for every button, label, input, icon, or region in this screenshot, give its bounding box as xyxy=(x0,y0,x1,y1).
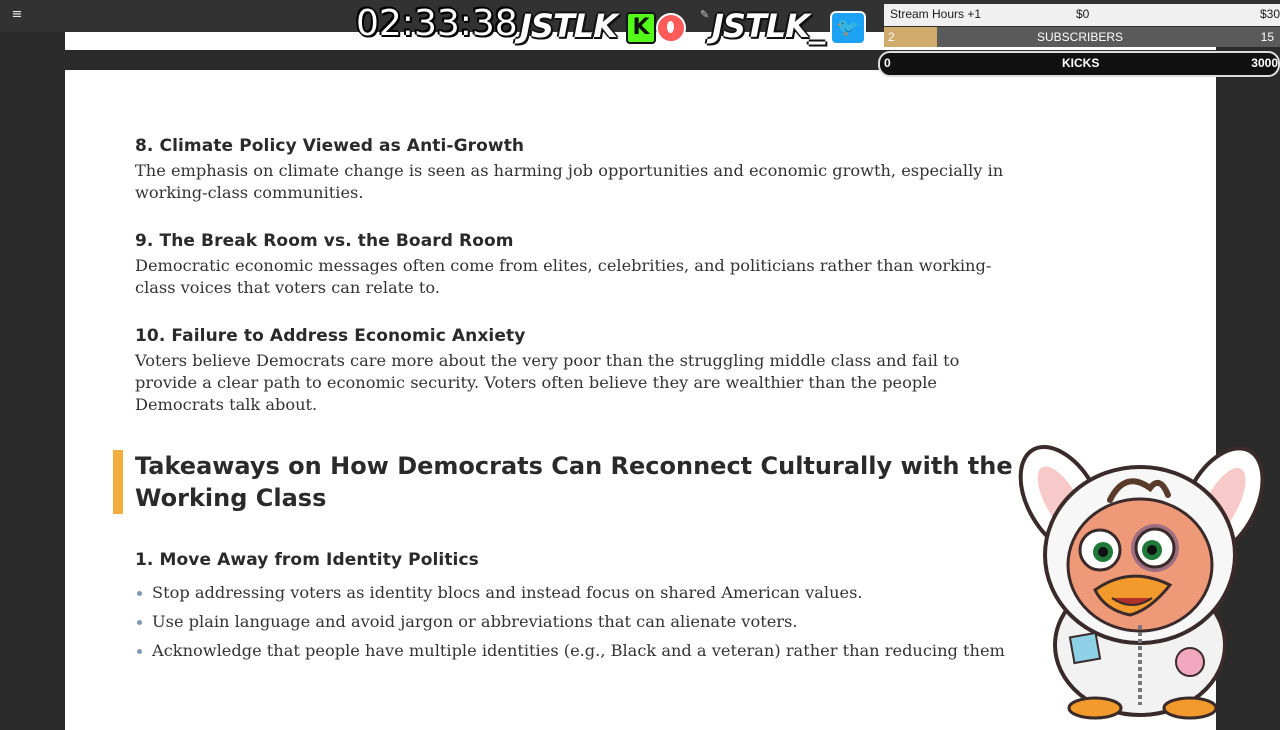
goal-label: Stream Hours +1 xyxy=(890,7,982,21)
goal-target: $30 xyxy=(1259,7,1280,21)
list-item-text: Use plain language and avoid jargon or abbreviations that can alienate voters. xyxy=(152,612,798,631)
subheading-identity-politics: 1. Move Away from Identity Politics xyxy=(135,550,479,570)
list-item xyxy=(135,640,1035,662)
section-heading: 8. Climate Policy Viewed as Anti-Growth xyxy=(135,136,525,156)
section-10 xyxy=(135,326,1015,416)
goal-current: 0 xyxy=(884,56,891,70)
takeaways-heading-block xyxy=(113,450,1113,514)
pencil-icon: ✎ xyxy=(700,8,710,21)
section-body: Voters believe Democrats care more about the very poor than the struggling middle class and fail to provide a clear path to economic security. Voters often believe they are wealthier than the people Democrats talk about. xyxy=(135,351,960,414)
kick-icon: K xyxy=(626,12,656,44)
record-icon xyxy=(656,13,686,43)
bullet-icon xyxy=(137,620,142,625)
bullet-icon xyxy=(137,649,142,654)
stream-hours-goal xyxy=(884,4,1280,26)
goal-target: 3000 xyxy=(1251,56,1278,70)
list-item xyxy=(135,611,1035,633)
takeaway-bullet-list xyxy=(135,582,1035,669)
goal-label: SUBSCRIBERS xyxy=(1037,30,1124,44)
list-item-text: Acknowledge that people have multiple identities (e.g., Black and a veteran) rather than reducing them xyxy=(152,641,1005,660)
brand-logo-kick: JSTLK xyxy=(520,7,617,45)
goal-label: KICKS xyxy=(1062,56,1100,70)
section-heading: 10. Failure to Address Economic Anxiety xyxy=(135,326,526,346)
heading-accent-bar xyxy=(113,450,123,514)
stream-timer: 02:33:38 xyxy=(356,3,518,44)
list-item xyxy=(135,582,1035,604)
goal-current: $0 xyxy=(1076,7,1090,21)
goal-current: 2 xyxy=(888,30,895,44)
kicks-goal xyxy=(878,51,1280,77)
subscribers-goal xyxy=(884,27,1280,47)
bunny-suit-bird-mascot-icon xyxy=(1000,440,1280,720)
section-body: Democratic economic messages often come from elites, celebrities, and politicians rather than working-class voices that voters can relate to. xyxy=(135,256,992,297)
twitter-icon: 🐦 xyxy=(830,11,866,45)
section-9 xyxy=(135,231,1015,299)
bullet-icon xyxy=(137,591,142,596)
section-heading: 9. The Break Room vs. the Board Room xyxy=(135,231,514,251)
menu-icon[interactable]: ≡ xyxy=(11,7,23,22)
section-body: The emphasis on climate change is seen as harming job opportunities and economic growth, especially in working-class communities. xyxy=(135,161,1004,202)
section-8 xyxy=(135,136,1015,204)
list-item-text: Stop addressing voters as identity blocs and instead focus on shared American values. xyxy=(152,583,863,602)
goal-target: 15 xyxy=(1260,30,1274,44)
brand-logo-twitter: JSTLK_ xyxy=(712,7,824,45)
takeaways-heading: Takeaways on How Democrats Can Reconnect Culturally with the Working Class xyxy=(135,452,1013,512)
document-content xyxy=(135,136,1015,443)
